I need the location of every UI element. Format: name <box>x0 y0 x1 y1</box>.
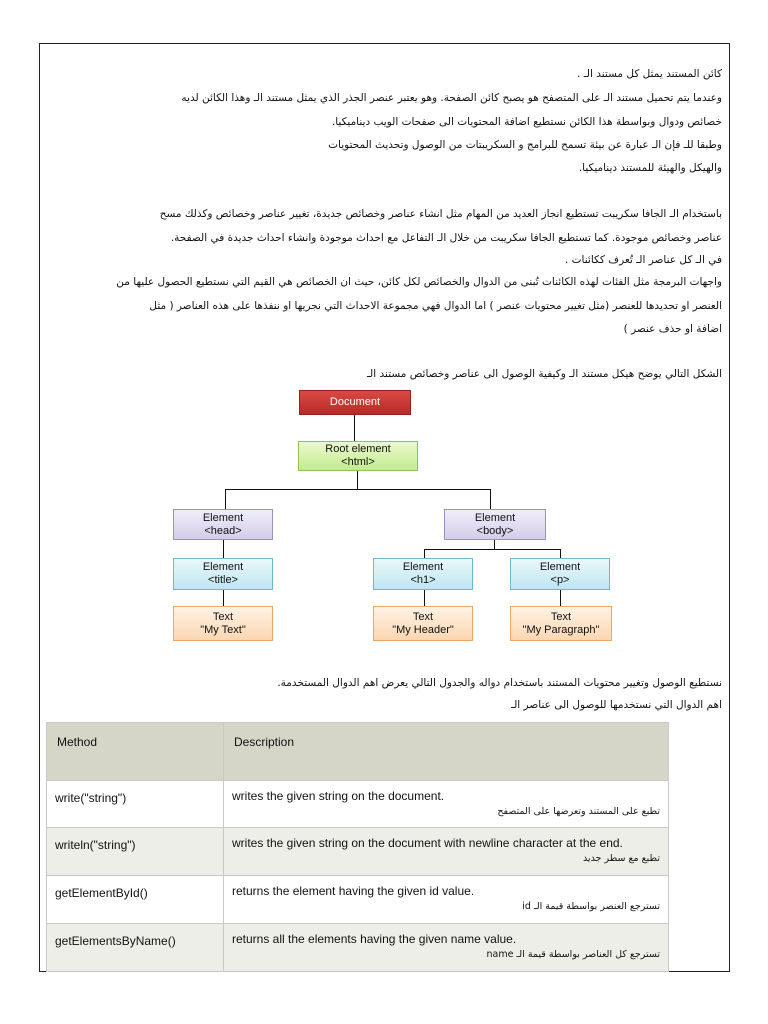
paragraph-line: وطبقا للـ فإن الـ عبارة عن بيئة تسمح للبرامج و السكريبتات من الوصول وتحديث المحتويات <box>328 139 722 151</box>
head-element-node <box>173 509 273 540</box>
p-element-node <box>510 558 610 590</box>
connector-line <box>424 549 425 558</box>
table-row <box>47 876 669 924</box>
connector-line <box>424 549 560 550</box>
node-label: Root element <box>325 443 391 455</box>
method-cell: getElementById() <box>47 876 224 924</box>
table-row <box>47 781 669 828</box>
node-value: "My Header" <box>392 623 454 636</box>
description-ar: تطبع مع سطر جديد <box>582 853 660 864</box>
node-label: Text <box>550 610 572 623</box>
node-tag: <html> <box>341 456 375 468</box>
paragraph-line: وعندما يتم تحميل مستند الـ على المتصفح هو يصبح كائن الصفحة. وهو يعتبر عنصر الجذر الذي يمثل مستند الـ وهذا الكائن لديه <box>181 92 722 104</box>
node-label: Element <box>202 561 244 573</box>
node-label: Element <box>539 561 581 573</box>
description-en: writes the given string on the document with newline character at the end. <box>232 836 623 850</box>
diagram-caption: الشكل التالي يوضح هيكل مستند الـ وكيفية الوصول الى عناصر وخصائص مستند الـ <box>366 368 722 380</box>
node-label: Text <box>412 610 434 623</box>
connector-line <box>225 489 226 509</box>
document-node <box>299 390 411 415</box>
node-label: Document <box>329 396 381 408</box>
description-cell <box>224 828 669 876</box>
description-en: writes the given string on the document. <box>232 789 445 803</box>
paragraph-line: كائن المستند يمثل كل مستند الـ . <box>577 68 722 80</box>
connector-line <box>357 470 358 489</box>
node-label: Element <box>474 511 516 524</box>
node-label: Element <box>202 511 244 524</box>
connector-line <box>354 415 355 441</box>
description-en: returns the element having the given id value. <box>232 884 475 898</box>
column-header-description: Description <box>224 723 669 781</box>
node-tag: <title> <box>208 574 238 586</box>
connector-line <box>490 489 491 509</box>
paragraph-line: اضافة او حذف عنصر ) <box>623 323 722 335</box>
node-label: Text <box>212 610 234 623</box>
text-node-my-paragraph <box>510 606 612 641</box>
connector-line <box>223 540 224 558</box>
node-tag: <h1> <box>410 574 436 586</box>
method-cell: writeln("string") <box>47 828 224 876</box>
connector-line <box>223 590 224 606</box>
node-tag: <body> <box>476 524 514 537</box>
h1-element-node <box>373 558 473 590</box>
table-row <box>47 828 669 876</box>
description-en: returns all the elements having the given name value. <box>232 932 517 946</box>
paragraph-line: والهيكل والهيئة للمستند ديناميكيا. <box>578 162 722 174</box>
column-header-method: Method <box>47 723 224 781</box>
root-element-node <box>298 441 418 471</box>
paragraph-line: العنصر او تحديدها للعنصر (مثل تغيير محتويات عنصر ) اما الدوال فهي مجموعة الاحداث التي نجريها او ننفذها على هذه العناصر ( مثل <box>149 300 722 312</box>
paragraph-line: خصائص ودوال وبواسطة هذا الكائن نستطيع اضافة المحتويات الى صفحات الويب ديناميكيا. <box>331 116 722 128</box>
description-cell <box>224 876 669 924</box>
paragraph-line: نستطيع الوصول وتغيير محتويات المستند باستخدام دواله والجدول التالي يعرض اهم الدوال المستخدمة. <box>277 677 722 689</box>
description-ar: تسترجع العنصر بواسطة قيمة الـ id <box>522 901 660 912</box>
connector-line <box>225 489 490 490</box>
paragraph-line: باستخدام الـ الجافا سكريبت تستطيع انجاز العديد من المهام مثل انشاء عناصر وخصائص جديدة، تغيير عناصر وخصائص وكذلك مسح <box>159 208 722 220</box>
text-node-my-header <box>373 606 473 641</box>
title-element-node <box>173 558 273 590</box>
methods-table <box>46 722 669 972</box>
method-cell: write("string") <box>47 781 224 828</box>
table-caption: اهم الدوال التي نستخدمها للوصول الى عناصر الـ <box>511 699 722 711</box>
table-row <box>47 924 669 972</box>
body-element-node <box>444 509 546 540</box>
table-header-row <box>47 723 669 781</box>
description-cell <box>224 781 669 828</box>
description-cell <box>224 924 669 972</box>
node-value: "My Text" <box>200 623 246 636</box>
paragraph-line: عناصر وخصائص موجودة. كما تستطيع الجافا سكريبت من خلال الـ التفاعل مع احداث موجودة وانشاء احداث جديدة في الصفحة. <box>170 232 722 244</box>
connector-line <box>560 549 561 558</box>
description-ar: تطبع على المستند وتعرضها على المتصفح <box>497 806 660 817</box>
connector-line <box>560 590 561 606</box>
node-value: "My Paragraph" <box>522 623 600 636</box>
paragraph-line: واجهات البرمجة مثل الفئات لهذه الكائنات تُبنى من الدوال والخصائص لكل كائن، حيث ان الخصائص هي القيم التي نستطيع الحصول عليها من <box>116 276 722 288</box>
connector-line <box>424 590 425 606</box>
paragraph-line: في الـ كل عناصر الـ تُعرف ككائنات . <box>565 254 722 266</box>
text-node-my-text <box>173 606 273 641</box>
node-label: Element <box>402 561 444 573</box>
node-tag: <head> <box>204 524 242 537</box>
node-tag: <p> <box>550 574 570 586</box>
method-cell: getElementsByName() <box>47 924 224 972</box>
description-ar: تسترجع كل العناصر بواسطة قيمة الـ name <box>486 949 660 960</box>
connector-line <box>494 540 495 549</box>
